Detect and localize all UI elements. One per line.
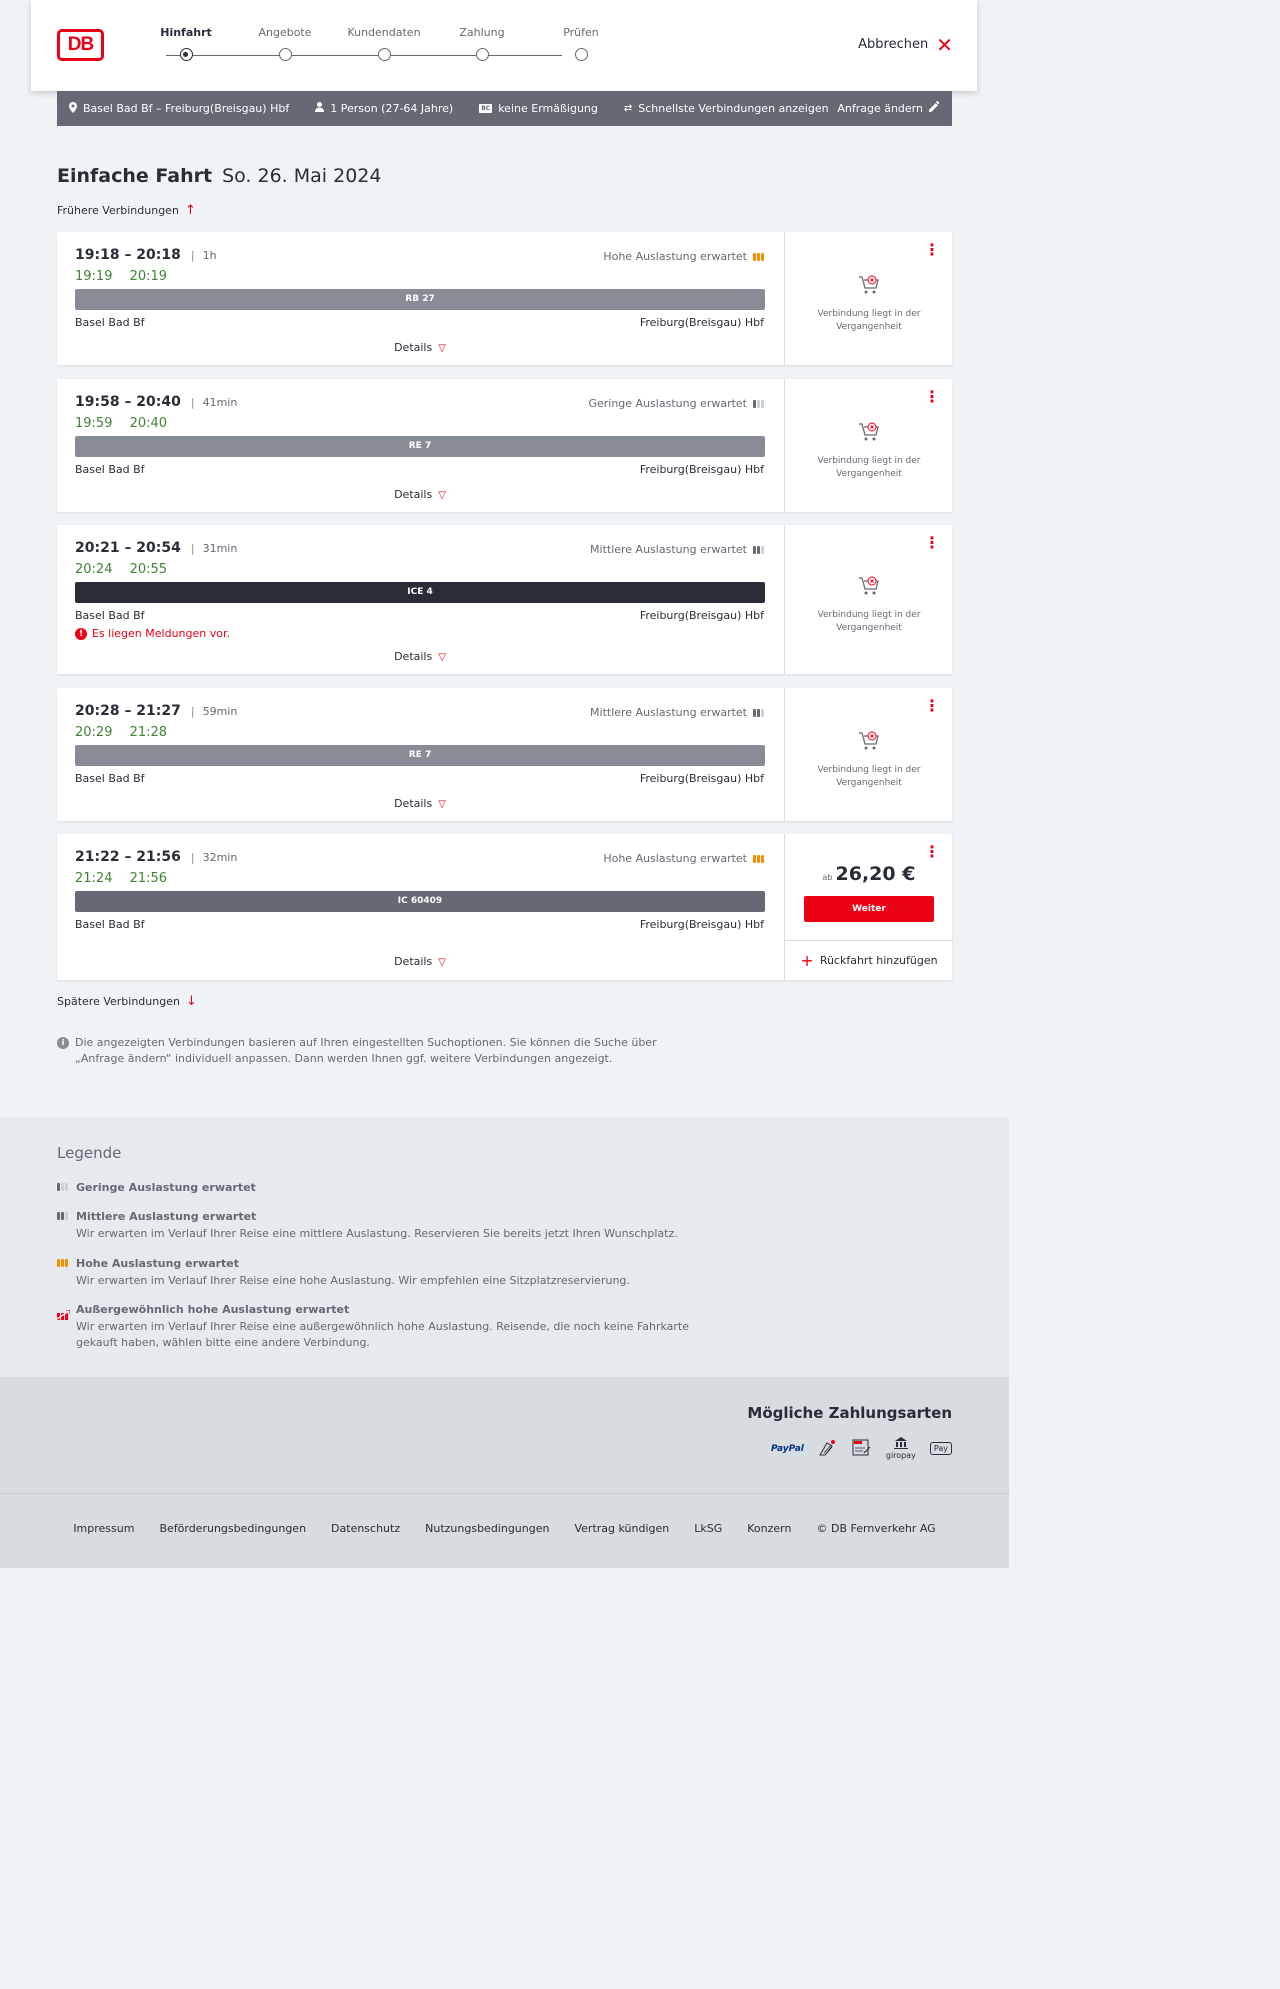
scheduled-times: 20:28 – 21:27 xyxy=(75,703,181,719)
change-request-label: Anfrage ändern xyxy=(837,101,923,115)
train-bar[interactable]: RE 7 xyxy=(75,436,765,457)
occupancy-high-icon xyxy=(753,253,764,261)
more-options-icon[interactable]: ⋮ xyxy=(924,533,940,552)
cart-unavailable-icon xyxy=(857,730,881,752)
duration: 32min xyxy=(202,851,238,864)
occupancy-info xyxy=(603,852,764,865)
more-options-icon[interactable]: ⋮ xyxy=(924,696,940,715)
footer-link-nutzungsbedingungen[interactable]: Nutzungsbedingungen xyxy=(425,1522,550,1535)
more-options-icon[interactable]: ⋮ xyxy=(924,240,940,259)
chevron-down-icon: ▽ xyxy=(438,490,446,501)
realtime-departure: 19:59 xyxy=(75,416,113,431)
step-zahlung xyxy=(432,26,532,61)
separator: | xyxy=(190,396,195,409)
past-connection-status xyxy=(785,730,953,790)
giropay-icon xyxy=(886,1437,916,1460)
occupancy-info xyxy=(590,706,764,719)
occupancy-medium-icon xyxy=(753,709,764,717)
info-icon: i xyxy=(57,1037,69,1049)
sepa-icon xyxy=(852,1439,872,1459)
trip-date: So. 26. Mai 2024 xyxy=(222,165,382,187)
step-label: Angebote xyxy=(258,26,312,39)
connection-card xyxy=(57,688,952,821)
trip-type: Einfache Fahrt xyxy=(57,165,213,187)
footer-link-befoerderungsbedingungen[interactable]: Beförderungsbedingungen xyxy=(159,1522,307,1535)
separator: | xyxy=(190,249,195,262)
past-connection-status xyxy=(785,274,953,334)
disruption-message[interactable] xyxy=(75,627,230,640)
price-prefix: ab xyxy=(822,873,833,882)
realtime-arrival: 20:55 xyxy=(129,562,168,577)
realtime-arrival: 20:19 xyxy=(129,269,168,284)
legend-section xyxy=(0,1117,1009,1377)
route-text: Basel Bad Bf – Freiburg(Breisgau) Hbf xyxy=(83,102,290,115)
bahncard-icon: BC xyxy=(481,105,491,112)
chevron-down-icon: ▽ xyxy=(438,957,446,968)
past-status-text: Verbindung liegt in der Vergangenheit xyxy=(817,456,921,479)
train-bar[interactable]: RE 7 xyxy=(75,745,765,766)
past-status-text: Verbindung liegt in der Vergangenheit xyxy=(817,610,921,633)
separator: | xyxy=(190,851,195,864)
realtime-departure: 21:24 xyxy=(75,871,113,886)
departure-station: Basel Bad Bf xyxy=(75,918,145,931)
occupancy-label: Geringe Auslastung erwartet xyxy=(588,397,747,410)
legend-item-medium xyxy=(57,1210,697,1242)
connection-times xyxy=(75,394,237,410)
arrival-station: Freiburg(Breisgau) Hbf xyxy=(639,918,764,931)
person-icon xyxy=(315,102,324,115)
payment-title: Mögliche Zahlungsarten xyxy=(747,1404,952,1422)
realtime-times xyxy=(75,269,180,284)
payment-icons xyxy=(771,1437,952,1460)
connection-card xyxy=(57,232,952,365)
occupancy-label: Hohe Auslastung erwartet xyxy=(603,852,747,865)
train-bar[interactable]: IC 60409 xyxy=(75,891,765,912)
separator: | xyxy=(190,542,195,555)
legend-item-title: Hohe Auslastung erwartet xyxy=(76,1257,240,1270)
departure-station: Basel Bad Bf xyxy=(75,609,145,622)
connection-times xyxy=(75,849,237,865)
past-status-text: Verbindung liegt in der Vergangenheit xyxy=(817,309,921,332)
scheduled-times: 21:22 – 21:56 xyxy=(75,849,181,865)
step-hinfahrt[interactable] xyxy=(136,26,236,61)
location-pin-icon xyxy=(69,102,77,116)
plus-icon: + xyxy=(800,951,814,970)
page-footer xyxy=(0,1493,1009,1568)
past-connection-status xyxy=(785,421,953,481)
realtime-departure: 19:19 xyxy=(75,269,113,284)
footer-link-konzern[interactable]: Konzern xyxy=(747,1522,792,1535)
occupancy-low-icon xyxy=(57,1183,68,1191)
change-request-button[interactable] xyxy=(837,101,940,115)
details-label: Details xyxy=(394,955,433,968)
realtime-arrival: 20:40 xyxy=(129,416,168,431)
connection-main xyxy=(57,688,783,821)
occupancy-high-icon xyxy=(753,855,764,863)
offer-panel xyxy=(784,834,952,980)
details-label: Details xyxy=(394,797,433,810)
credit-card-icon xyxy=(818,1439,838,1459)
footer-links xyxy=(0,1522,1009,1535)
duration: 1h xyxy=(202,249,217,262)
arrival-station: Freiburg(Breisgau) Hbf xyxy=(639,772,764,785)
duration: 31min xyxy=(202,542,238,555)
payment-methods-section xyxy=(0,1377,1009,1493)
realtime-times xyxy=(75,416,180,431)
step-label: Kundendaten xyxy=(347,26,421,39)
step-pruefen xyxy=(531,26,631,61)
arrival-station: Freiburg(Breisgau) Hbf xyxy=(639,463,764,476)
realtime-times xyxy=(75,725,180,740)
giropay-label: giropay xyxy=(885,1451,916,1460)
footer-copyright: © DB Fernverkehr AG xyxy=(816,1522,936,1535)
step-dot xyxy=(575,48,588,61)
fastest-summary xyxy=(624,102,829,115)
past-connection-status xyxy=(785,575,953,635)
departure-station: Basel Bad Bf xyxy=(75,463,145,476)
connection-main xyxy=(57,379,783,512)
legend-item-desc: Wir erwarten im Verlauf Ihrer Reise eine mittlere Auslastung. Reservieren Sie bereits jetzt Ihren Wunschplatz. xyxy=(76,1227,678,1240)
offer-panel xyxy=(784,379,952,512)
swap-arrows-icon: ⇄ xyxy=(623,103,633,114)
realtime-arrival: 21:56 xyxy=(129,871,168,886)
connection-times xyxy=(75,703,237,719)
fastest-text: Schnellste Verbindungen anzeigen xyxy=(638,102,829,115)
more-options-icon[interactable]: ⋮ xyxy=(924,387,940,406)
chevron-down-icon: ▽ xyxy=(438,343,446,354)
step-label: Hinfahrt xyxy=(160,26,212,39)
price-amount: 26,20 € xyxy=(835,863,916,885)
separator: | xyxy=(190,705,195,718)
chevron-down-icon: ▽ xyxy=(438,652,446,663)
occupancy-info xyxy=(588,397,764,410)
past-status-text: Verbindung liegt in der Vergangenheit xyxy=(817,765,921,788)
paypal-icon: PayPal xyxy=(770,1443,804,1454)
step-angebote xyxy=(235,26,335,61)
legend-item-high xyxy=(57,1257,697,1289)
alert-icon: ! xyxy=(75,628,87,640)
step-label: Prüfen xyxy=(563,26,599,39)
earlier-connections-link[interactable] xyxy=(57,203,196,218)
page-title xyxy=(57,165,381,187)
step-kundendaten xyxy=(334,26,434,61)
booking-stepper xyxy=(136,26,599,68)
search-summary-bar xyxy=(57,91,952,126)
details-label: Details xyxy=(394,341,433,354)
connection-times xyxy=(75,247,217,263)
duration: 59min xyxy=(202,705,238,718)
details-label: Details xyxy=(394,650,433,663)
close-icon: ✕ xyxy=(936,32,953,57)
realtime-times xyxy=(75,871,180,886)
train-bar[interactable]: RB 27 xyxy=(75,289,765,310)
offer-panel xyxy=(784,688,952,821)
continue-button[interactable]: Weiter xyxy=(804,896,934,922)
occupancy-medium-icon xyxy=(57,1212,68,1220)
train-bar[interactable]: ICE 4 xyxy=(75,582,765,603)
more-options-icon[interactable]: ⋮ xyxy=(924,842,940,861)
later-label: Spätere Verbindungen xyxy=(57,995,180,1008)
scheduled-times: 19:18 – 20:18 xyxy=(75,247,181,263)
cancel-label: Abbrechen xyxy=(858,37,929,52)
departure-station: Basel Bad Bf xyxy=(75,316,145,329)
occupancy-medium-icon xyxy=(753,546,764,554)
legend-item-title: Geringe Auslastung erwartet xyxy=(76,1181,256,1194)
connection-main xyxy=(57,232,783,365)
disruption-text: Es liegen Meldungen vor. xyxy=(92,627,230,640)
connection-main xyxy=(57,525,783,674)
footer-link-datenschutz[interactable]: Datenschutz xyxy=(331,1522,401,1535)
chevron-down-icon: ▽ xyxy=(438,799,446,810)
passenger-text: 1 Person (27-64 Jahre) xyxy=(330,102,454,115)
step-label: Zahlung xyxy=(459,26,505,39)
scheduled-times: 19:58 – 20:40 xyxy=(75,394,181,410)
details-toggle[interactable] xyxy=(57,341,783,354)
departure-station: Basel Bad Bf xyxy=(75,772,145,785)
add-return-button[interactable] xyxy=(785,940,953,980)
legend-item-desc: Wir erwarten im Verlauf Ihrer Reise eine außergewöhnlich hohe Auslastung. Reisende, die noch keine Fahrkarte gekauft haben, wählen bitte eine andere Verbindung. xyxy=(76,1320,690,1349)
cancel-button[interactable] xyxy=(858,32,953,57)
footer-link-vertrag-kuendigen[interactable]: Vertrag kündigen xyxy=(574,1522,670,1535)
connection-main xyxy=(57,834,783,980)
details-label: Details xyxy=(394,488,433,501)
info-text: Die angezeigten Verbindungen basieren auf Ihren eingestellten Suchoptionen. Sie können die Suche über „Anfrage ändern“ individuell anpassen. Dann werden Ihnen ggf. weitere Verbindungen angezeigt. xyxy=(75,1036,657,1065)
footer-link-impressum[interactable]: Impressum xyxy=(73,1522,135,1535)
realtime-departure: 20:24 xyxy=(75,562,113,577)
pencil-icon xyxy=(929,101,940,115)
occupancy-info xyxy=(603,250,764,263)
details-toggle[interactable] xyxy=(57,650,783,663)
details-toggle[interactable] xyxy=(57,488,783,501)
footer-link-lksg[interactable]: LkSG xyxy=(694,1522,723,1535)
realtime-times xyxy=(75,562,180,577)
arrival-station: Freiburg(Breisgau) Hbf xyxy=(639,609,764,622)
occupancy-low-icon xyxy=(753,400,764,408)
connection-times xyxy=(75,540,237,556)
offer-panel xyxy=(784,525,952,674)
occupancy-label: Hohe Auslastung erwartet xyxy=(603,250,747,263)
offer-panel xyxy=(784,232,952,365)
price-display xyxy=(785,863,953,885)
cart-unavailable-icon xyxy=(857,575,881,597)
route-summary xyxy=(69,102,289,116)
legend-item-title: Mittlere Auslastung erwartet xyxy=(76,1210,257,1223)
connection-card xyxy=(57,834,952,980)
discount-summary xyxy=(479,102,598,115)
discount-text: keine Ermäßigung xyxy=(498,102,598,115)
arrival-station: Freiburg(Breisgau) Hbf xyxy=(639,316,764,329)
passenger-summary xyxy=(315,102,453,115)
occupancy-info xyxy=(590,543,764,556)
add-return-label: Rückfahrt hinzufügen xyxy=(819,954,938,967)
step-dot xyxy=(180,48,193,61)
arrow-up-icon: ↑ xyxy=(184,203,196,218)
occupancy-label: Mittlere Auslastung erwartet xyxy=(590,543,747,556)
db-logo[interactable]: DB xyxy=(57,29,104,61)
legend-title: Legende xyxy=(57,1144,122,1162)
legend-item-low xyxy=(57,1181,697,1194)
realtime-arrival: 21:28 xyxy=(129,725,168,740)
apple-pay-label: Pay xyxy=(933,1444,948,1453)
occupancy-high-icon xyxy=(57,1259,68,1267)
info-note xyxy=(57,1035,667,1067)
connection-card xyxy=(57,379,952,512)
occupancy-label: Mittlere Auslastung erwartet xyxy=(590,706,747,719)
legend-item-desc: Wir erwarten im Verlauf Ihrer Reise eine hohe Auslastung. Wir empfehlen eine Sitzplatzreservierung. xyxy=(76,1274,630,1287)
step-dot xyxy=(279,48,292,61)
later-connections-link[interactable] xyxy=(57,994,197,1009)
occupancy-extreme-icon xyxy=(57,1305,70,1324)
cart-unavailable-icon xyxy=(857,274,881,296)
legend-item-title: Außergewöhnlich hohe Auslastung erwartet xyxy=(76,1303,350,1316)
legend-item-extreme xyxy=(57,1303,697,1351)
scheduled-times: 20:21 – 20:54 xyxy=(75,540,181,556)
realtime-departure: 20:29 xyxy=(75,725,113,740)
earlier-label: Frühere Verbindungen xyxy=(57,204,179,217)
booking-header xyxy=(31,0,977,91)
duration: 41min xyxy=(202,396,238,409)
details-toggle[interactable] xyxy=(57,797,783,810)
connection-card xyxy=(57,525,952,674)
cart-unavailable-icon xyxy=(857,421,881,443)
step-dot xyxy=(476,48,489,61)
arrow-down-icon: ↓ xyxy=(185,994,197,1009)
details-toggle[interactable] xyxy=(57,955,783,968)
step-dot xyxy=(378,48,391,61)
apple-pay-icon xyxy=(930,1442,952,1455)
